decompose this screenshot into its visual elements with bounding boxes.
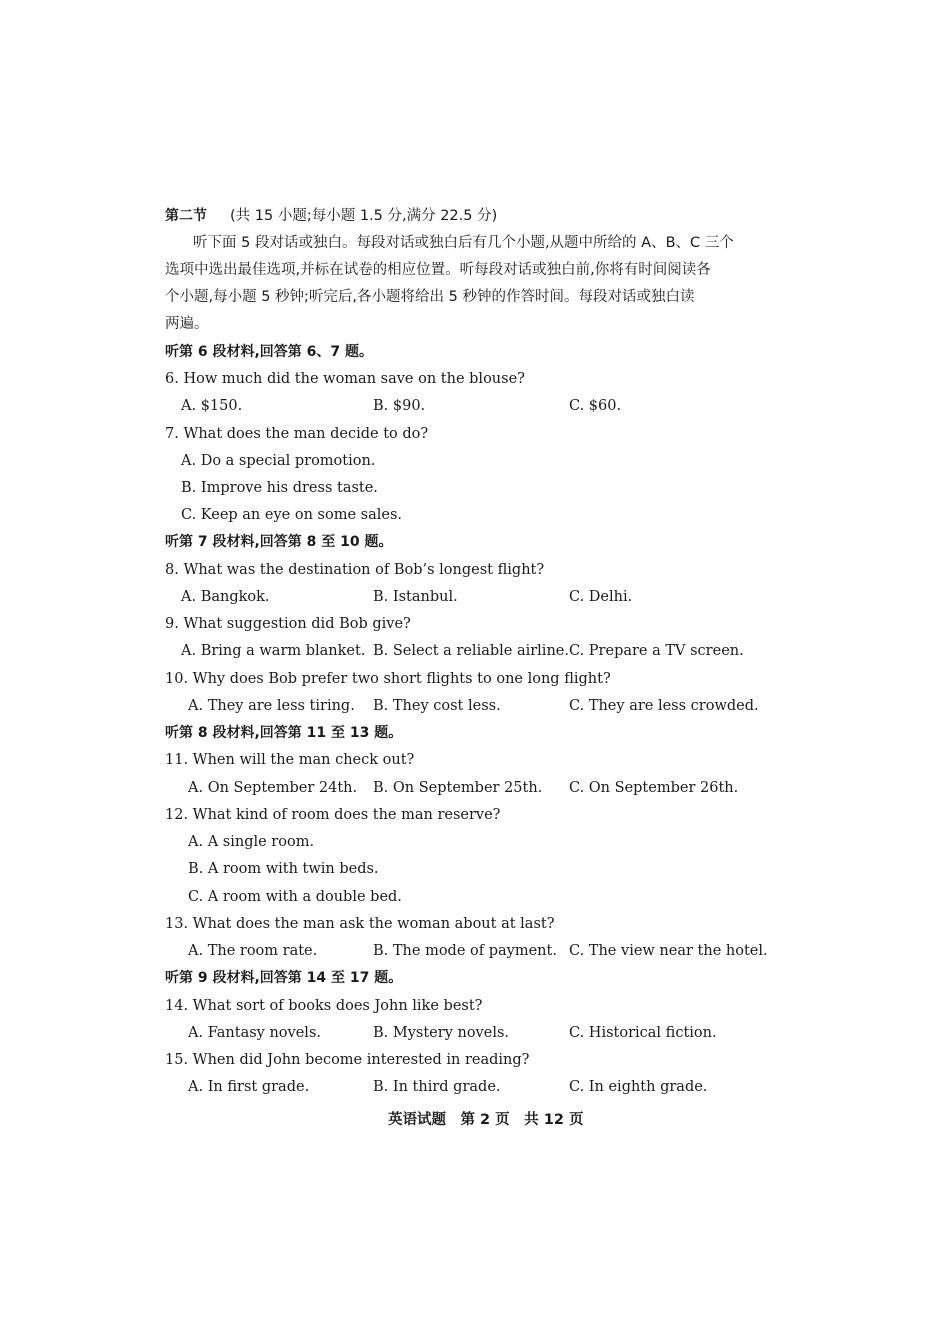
- question-stem: 12. What kind of room does the man reserve?: [165, 807, 501, 823]
- option-b: B. The mode of payment.: [373, 943, 557, 959]
- question-stem: 9. What suggestion did Bob give?: [165, 616, 411, 632]
- page-footer: 英语试题 第 2 页 共 12 页: [388, 1112, 584, 1128]
- instruction-line: 个小题,每小题 5 秒钟;听完后,各小题将给出 5 秒钟的作答时间。每段对话或独白读: [165, 289, 695, 305]
- option-a: A. Bring a warm blanket.: [181, 643, 366, 659]
- option-c: C. A room with a double bed.: [188, 889, 402, 905]
- option-a: A. They are less tiring.: [188, 698, 355, 714]
- option-b: B. $90.: [373, 398, 426, 414]
- group-heading: 听第 8 段材料,回答第 11 至 13 题。: [165, 725, 403, 741]
- group-heading: 听第 6 段材料,回答第 6、7 题。: [165, 344, 374, 360]
- option-c: C. They are less crowded.: [569, 698, 759, 714]
- option-b: B. A room with twin beds.: [188, 861, 379, 877]
- option-c: C. In eighth grade.: [569, 1079, 708, 1095]
- option-b: B. Istanbul.: [373, 589, 458, 605]
- option-b: B. On September 25th.: [373, 780, 543, 796]
- question-stem: 8. What was the destination of Bob’s longest flight?: [165, 562, 545, 578]
- option-c: C. The view near the hotel.: [569, 943, 768, 959]
- option-c: C. Keep an eye on some sales.: [181, 507, 402, 523]
- question-stem: 14. What sort of books does John like best?: [165, 998, 483, 1014]
- option-b: B. Select a reliable airline.: [373, 643, 569, 659]
- option-c: C. $60.: [569, 398, 622, 414]
- option-a: A. Bangkok.: [181, 589, 270, 605]
- option-a: A. In first grade.: [188, 1079, 310, 1095]
- instruction-line: 选项中选出最佳选项,并标在试卷的相应位置。听每段对话或独白前,你将有时间阅读各: [165, 262, 711, 278]
- group-heading: 听第 9 段材料,回答第 14 至 17 题。: [165, 970, 403, 986]
- question-stem: 13. What does the man ask the woman about at last?: [165, 916, 555, 932]
- question-stem: 7. What does the man decide to do?: [165, 426, 429, 442]
- question-stem: 11. When will the man check out?: [165, 752, 415, 768]
- question-stem: 10. Why does Bob prefer two short flights to one long flight?: [165, 671, 611, 687]
- option-b: B. Mystery novels.: [373, 1025, 510, 1041]
- instruction-line: 听下面 5 段对话或独白。每段对话或独白后有几个小题,从题中所给的 A、B、C 三个: [193, 235, 734, 251]
- section-title: 第二节: [165, 208, 207, 224]
- instruction-line: 两遍。: [165, 316, 209, 332]
- option-b: B. In third grade.: [373, 1079, 501, 1095]
- question-stem: 15. When did John become interested in reading?: [165, 1052, 530, 1068]
- option-a: A. Fantasy novels.: [188, 1025, 321, 1041]
- option-a: A. $150.: [181, 398, 243, 414]
- option-c: C. Prepare a TV screen.: [569, 643, 744, 659]
- group-heading: 听第 7 段材料,回答第 8 至 10 题。: [165, 534, 393, 550]
- option-b: B. They cost less.: [373, 698, 501, 714]
- option-a: A. Do a special promotion.: [181, 453, 376, 469]
- option-a: A. On September 24th.: [188, 780, 358, 796]
- option-c: C. On September 26th.: [569, 780, 739, 796]
- option-a: A. The room rate.: [188, 943, 318, 959]
- option-a: A. A single room.: [188, 834, 315, 850]
- option-c: C. Historical fiction.: [569, 1025, 717, 1041]
- option-c: C. Delhi.: [569, 589, 633, 605]
- question-stem: 6. How much did the woman save on the blouse?: [165, 371, 525, 387]
- option-b: B. Improve his dress taste.: [181, 480, 378, 496]
- section-meta: (共 15 小题;每小题 1.5 分,满分 22.5 分): [230, 208, 498, 224]
